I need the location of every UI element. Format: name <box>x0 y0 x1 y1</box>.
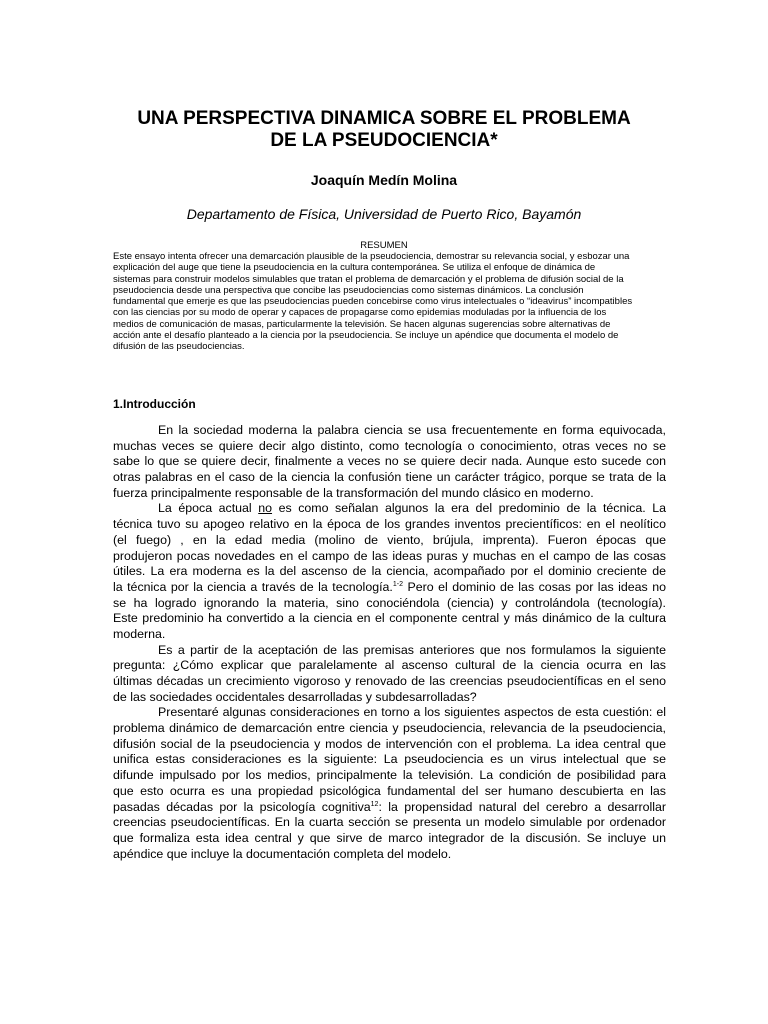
body-line: útiles. La era moderna es la del ascenso de la ciencia, acompañado por el dominio creciente de <box>113 564 666 579</box>
abstract-heading: RESUMEN <box>360 240 408 251</box>
abstract-line: medios de comunicación de masas, particularmente la televisión. Se hacen algunas sugerencias sobre alternativas de <box>113 318 611 330</box>
body-line: la técnica por la ciencia a través de la tecnología.$^{1-2}$ Pero el dominio de las cosas por las ideas no <box>113 579 666 594</box>
body-line: Es a partir de la aceptación de las premisas anteriores que nos formulamos la siguiente <box>158 642 666 657</box>
abstract-line: difusión de las pseudociencias. <box>113 341 245 353</box>
body-line: se ha logrado ignorando la materia, sino conociéndola (ciencia) y controlándola (tecnología). <box>113 595 666 610</box>
body-line: técnica tuvo su apogeo relativo en la época de los grandes inventos precientíficos: en el neolítico <box>113 517 666 532</box>
body-line: sabe lo que se quiere decir, finalmente a veces no se quiere decir nada. Aunque esto sucede con <box>113 454 666 469</box>
body-line: Este predominio ha convertido a la ciencia en el componente central y más dinámico de la cultura <box>113 611 666 626</box>
body-line: pasadas décadas por la psicología cognitiva$^{12}$: la propensidad natural del cerebro a desarrollar <box>113 799 666 814</box>
body-line: En la sociedad moderna la palabra ciencia se usa frecuentemente en forma equivocada, <box>158 423 666 437</box>
abstract-body <box>113 251 665 353</box>
abstract-line: explicación del auge que tiene la pseudociencia en la cultura contemporánea. Se utiliza el enfoque de dinámica de <box>113 262 596 274</box>
body-line: pregunta: ¿Cómo explicar que paralelamente al ascenso cultural de la ciencia ocurra en las <box>113 658 666 673</box>
title-line: UNA PERSPECTIVA DINAMICA SOBRE EL PROBLEMA <box>137 108 631 129</box>
body-line: que esto ocurra es una propiedad psicológica fundamental del ser humano descubierta en las <box>113 783 666 798</box>
section-body <box>113 423 666 862</box>
body-line: otras palabras en el caso de la ciencia la confusión tiene un carácter trágico, porque se trata de la <box>113 470 666 485</box>
body-line: fuerza principalmente responsable de la transformación del mundo clásico en moderno. <box>113 485 594 500</box>
paper-title <box>100 108 668 152</box>
body-line: La época actual no es como señalan algunos la era del predominio de la técnica. La <box>158 501 666 516</box>
abstract-line: pseudociencia desde una perspectiva que concibe las pseudociencias como sistemas dinámicos. La conclusión <box>113 284 584 296</box>
body-line: moderna. <box>113 626 166 641</box>
section-heading: 1.Introducción <box>113 397 196 411</box>
body-line: Presentaré algunas consideraciones en torno a los siguientes aspectos de esta cuestión: el <box>158 705 666 720</box>
body-line: unifica estas consideraciones es la siguiente: La pseudociencia es un virus intelectual que se <box>113 752 666 767</box>
body-line: produjeron pocas novedades en el campo de las ideas puras y muchas en el campo de las cosas <box>113 548 666 563</box>
body-line: creencias pseudocientíficas. En la cuarta sección se presenta un modelo simulable por ordenador <box>113 815 666 830</box>
author-name: Joaquín Medín Molina <box>310 172 458 188</box>
body-line: últimas décadas un crecimiento vigoroso y renovado de las creencias pseudocientíficas en el seno <box>113 674 666 688</box>
citation-superscript: 12 <box>370 800 379 808</box>
body-line: que formaliza esta idea central y que sirve de marco integrador de la discusión. Se incluye un <box>113 830 666 845</box>
abstract-line: fundamental que emerje es que las pseudociencias pueden concebirse como virus intelectuales o “ideavirus” incompatibles <box>113 296 633 308</box>
body-line: de las sociedades occidentales desarrolladas y subdesarrolladas? <box>113 689 477 704</box>
abstract-line: acción ante el desafío planteado a la ciencia por la pseudociencia. Se incluye un apéndice que documenta el modelo de <box>113 330 619 342</box>
body-line: problema dinámico de demarcación entre ciencia y pseudociencia, relevancia de la pseudociencia, <box>113 721 666 736</box>
body-line: difusión social de la pseudociencia y modos de intervención con el problema. La idea central que <box>113 736 666 751</box>
body-line: difunde impulsado por los medios, principalmente la televisión. La condición de posibilidad para <box>113 768 666 783</box>
abstract-line: con las ciencias por su modo de operar y capaces de propagarse como epidemias moduladas por la influencia de los <box>113 307 607 319</box>
citation-superscript: 1-2 <box>392 580 403 588</box>
title-line: DE LA PSEUDOCIENCIA* <box>270 130 498 151</box>
abstract-line: Este ensayo intenta ofrecer una demarcación plausible de la pseudociencia, demostrar su relevancia social, y esbozar una <box>113 251 630 262</box>
author-affiliation: Departamento de Física, Universidad de Puerto Rico, Bayamón <box>186 206 582 222</box>
body-line: apéndice que incluye la documentación completa del modelo. <box>113 846 452 861</box>
underlined-word: no <box>258 501 273 516</box>
body-line: muchas veces se quiere decir algo distinto, como tecnología o conocimiento, otras veces no se <box>113 438 666 453</box>
body-line: (el fuego) , en la edad media (molino de viento, brújula, imprenta). Fueron épocas que <box>113 532 666 547</box>
abstract-line: sistemas para construir modelos simulables que tratan el problema de demarcación y el problema de difusión social de la <box>113 273 624 285</box>
